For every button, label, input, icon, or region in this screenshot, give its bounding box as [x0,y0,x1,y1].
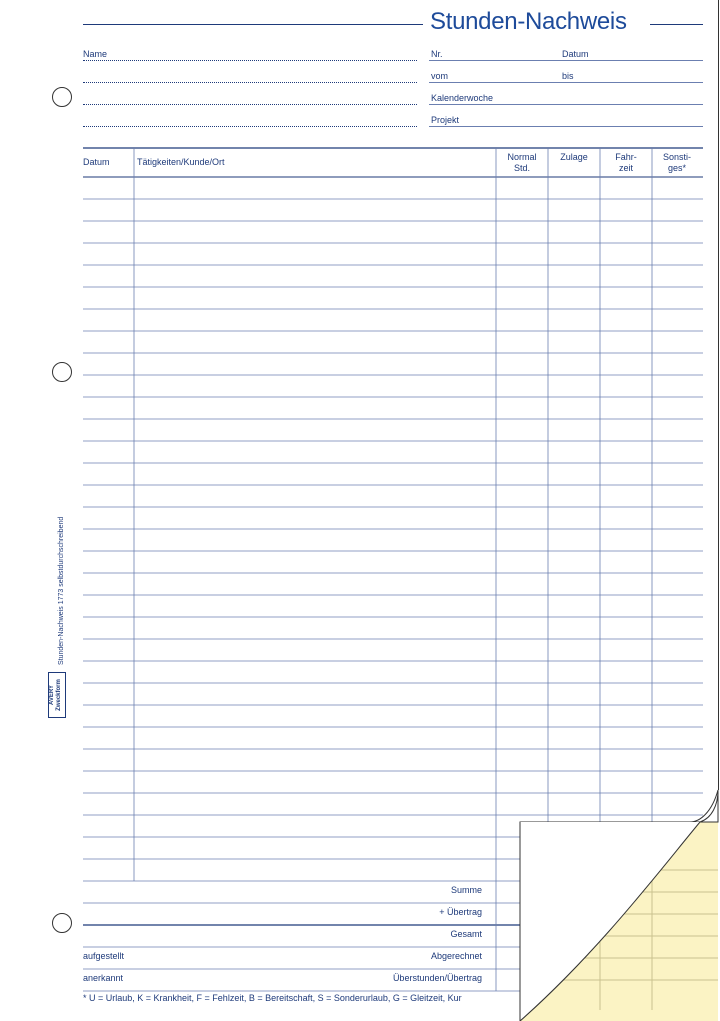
logo-line1: AVERY [49,685,55,706]
col-header-normal-line1: Normal [507,152,537,162]
col-header-zulage-text: Zulage [560,152,588,162]
col-header-datum [83,157,110,168]
col-header-sonstiges-line1: Sonsti- [662,152,691,162]
avery-zweckform-logo [48,672,66,718]
footnote-legend: * U = Urlaub, K = Krankheit, F = Fehlzeit, B = Bereitschaft, S = Sonderurlaub, G = Gleitzeit, Kur [83,993,462,1003]
summe-label: Summe [450,885,482,895]
aufgestellt-label: aufgestellt [83,951,125,961]
gesamt-label: Gesamt [450,929,482,939]
anerkannt-label: anerkannt [83,973,124,983]
bis-label: bis [562,71,574,81]
nr-label: Nr. [431,49,443,59]
ueberstunden-label: Überstunden/Übertrag [392,973,482,983]
col-header-taetigkeiten-text: Tätigkeiten/Kunde/Ort [137,157,225,167]
col-header-fahrzeit-line1: Fahr- [615,152,637,162]
col-header-normal-line2: Std. [513,163,530,173]
uebertrag-label: + Übertrag [439,907,482,917]
col-header-sonstiges [652,152,702,174]
name-label: Name [83,49,108,59]
page-border-right [718,0,719,790]
logo-line2: Zweckform [56,679,62,711]
col-header-sonstiges-line2: ges* [667,163,686,173]
page-title: Stunden-Nachweis [430,8,627,35]
col-header-fahrzeit [601,152,651,174]
col-header-zulage [549,152,599,163]
col-header-datum-text: Datum [83,157,110,167]
abgerechnet-label: Abgerechnet [430,951,482,961]
side-product-text: Stunden-Nachweis 1773 selbstdurchschreibend [58,516,65,665]
col-header-taetigkeiten [137,157,225,168]
vom-label: vom [431,71,449,81]
datum-label: Datum [562,49,589,59]
projekt-label: Projekt [431,115,460,125]
kalenderwoche-label: Kalenderwoche [431,93,494,103]
col-header-normal [497,152,547,174]
col-header-fahrzeit-line2: zeit [618,163,633,173]
